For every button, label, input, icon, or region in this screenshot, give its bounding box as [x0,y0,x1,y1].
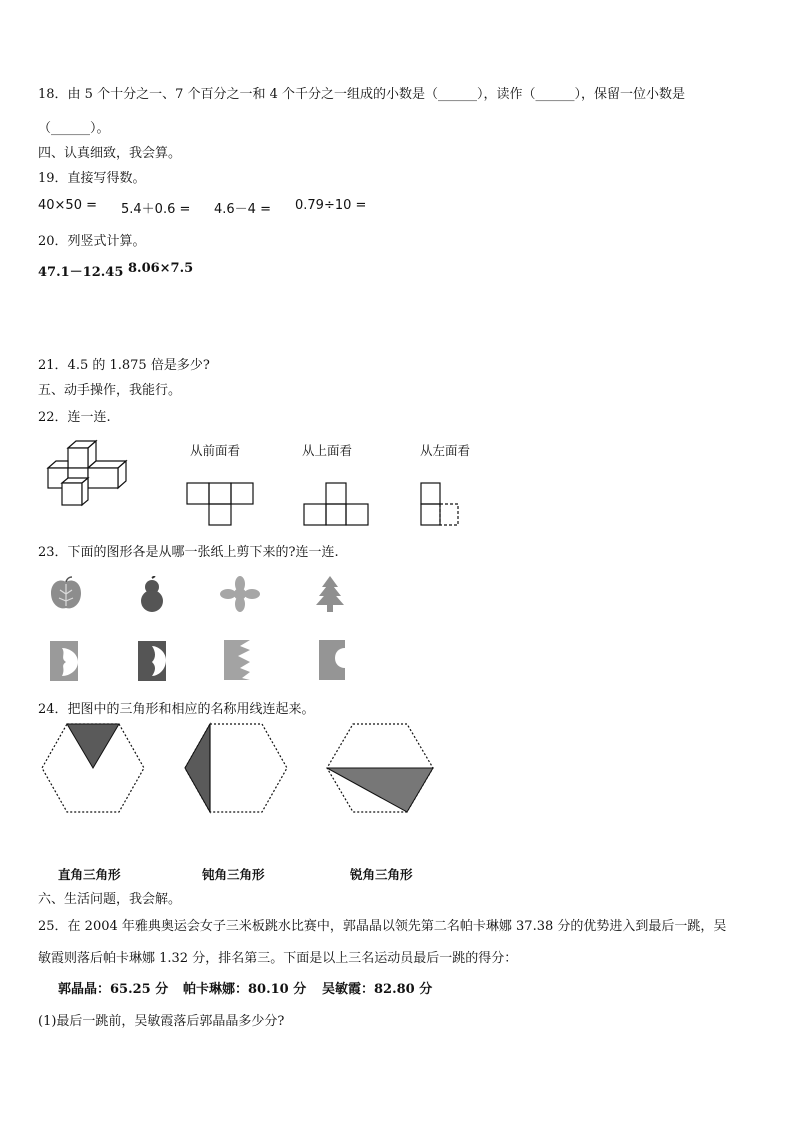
score-wu: 吴敏霞：82.80 分 [322,982,433,997]
hexagon-figure-1 [40,720,146,816]
q19-title: 19．直接写得数。 [38,171,146,186]
apple-shape-icon [48,576,84,612]
q19-item-2: 5.4＋0.6 = [121,202,191,217]
q18-line2: （______）。 [38,121,110,136]
q19-item-3: 4.6－4 = [214,202,271,217]
q20-item-1: 47.1－12.45 [38,265,124,280]
section-6-heading: 六、生活问题，我会解。 [38,892,182,907]
q22-title: 22．连一连. [38,410,111,425]
top-view-shape [303,482,373,528]
paper-sheet-b [136,640,170,682]
front-view-shape [186,482,256,528]
section-4-heading: 四、认真细致，我会算。 [38,146,182,161]
q20-title: 20．列竖式计算。 [38,234,146,249]
score-pakalina: 帕卡琳娜：80.10 分 [183,982,307,997]
q25-sub1: (1)最后一跳前，吴敏霞落后郭晶晶多少分? [38,1014,285,1029]
q23-title: 23．下面的图形各是从哪一张纸上剪下来的?连一连. [38,545,339,560]
q19-item-4: 0.79÷10 = [295,198,367,213]
paper-sheet-a [48,640,82,682]
name-obtuse-triangle: 钝角三角形 [202,867,265,882]
q20-item-2: 8.06×7.5 [128,261,194,276]
left-view-shape [420,482,466,528]
tree-shape-icon [315,575,345,613]
q24-title: 24．把图中的三角形和相应的名称用线连起来。 [38,702,315,717]
gourd-shape-icon [136,576,168,614]
section-5-heading: 五、动手操作，我能行。 [38,383,182,398]
score-guo: 郭晶晶：65.25 分 [58,982,169,997]
q21-text: 21．4.5 的 1.875 倍是多少? [38,358,210,373]
view-left-label: 从左面看 [420,443,471,458]
hexagon-figure-3 [325,720,435,816]
cube-stack-figure [40,438,140,508]
name-acute-triangle: 锐角三角形 [350,867,413,882]
hexagon-figure-2 [183,720,289,816]
q25-line2: 敏霞则落后帕卡琳娜 1.32 分，排名第三。下面是以上三名运动员最后一跳的得分： [38,951,518,966]
name-right-triangle: 直角三角形 [58,867,121,882]
q25-line1: 25．在 2004 年雅典奥运会女子三米板跳水比赛中，郭晶晶以领先第二名帕卡琳娜 37.38 分的优势进入到最后一跳，吴 [38,919,727,934]
paper-sheet-d [315,638,351,682]
view-top-label: 从上面看 [302,443,353,458]
q18-line1: 18．由 5 个十分之一、7 个百分之一和 4 个千分之一组成的小数是（______），读作（______），保留一位小数是 [38,87,686,102]
q19-item-1: 40×50 = [38,198,98,213]
paper-sheet-c [220,638,254,682]
flower-shape-icon [220,576,260,612]
view-front-label: 从前面看 [190,443,241,458]
